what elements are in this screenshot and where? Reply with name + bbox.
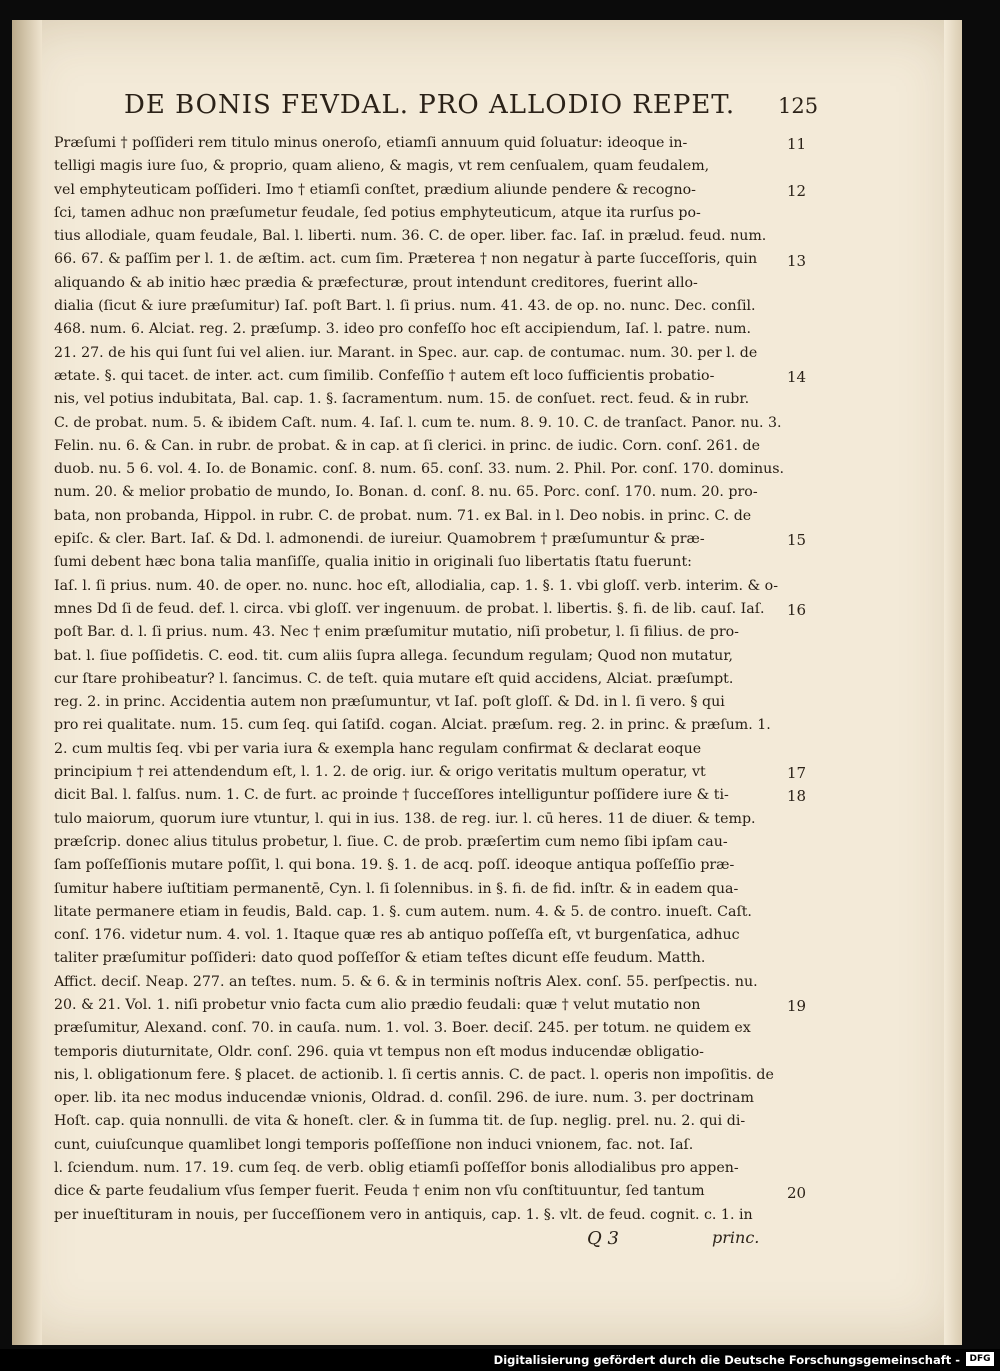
text-line: dialia (ſicut & iure præſumitur) Iaſ. poſt Bart. l. ſi prius. num. 41. 43. de op. no. nunc. Dec. conſil. [54, 298, 756, 315]
text-line: tulo maiorum, quorum iure vtuntur, l. qui in ius. 138. de reg. iur. l. cū heres. 11 de diuer. & temp. [54, 810, 756, 827]
text-line: ſam poſſeſſionis mutare poſſit, l. qui bona. 19. §. 1. de acq. poſſ. ideoque antiqua poſſeſſio præ- [54, 857, 735, 874]
page-edge [944, 20, 962, 1345]
text-line: per inueſtituram in nouis, per ſucceſſionem vero in antiquis, cap. 1. §. vlt. de feud. cognit. c. 1. in [54, 1206, 753, 1223]
text-line: ſumitur habere iuſtitiam permanentē, Cyn. l. ſi ſolennibus. in §. fi. de fid. inſtr. & in eadem qua- [54, 880, 739, 897]
text-line: nis, vel potius indubitata, Bal. cap. 1. §. ſacramentum. num. 15. de conſuet. rect. feud. & in rubr. [54, 391, 750, 408]
marginal-note-number: 11 [787, 135, 807, 153]
catchword: princ. [712, 1228, 760, 1247]
text-line: num. 20. & melior probatio de mundo, Io. Bonan. d. conſ. 8. nu. 65. Porc. conſ. 170. num. 20. pro- [54, 484, 758, 501]
text-line: dicit Bal. l. falſus. num. 1. C. de furt. ac proinde † ſucceſſores intelliguntur poſſidere iure & ti- [54, 787, 729, 804]
text-line: epiſc. & cler. Bart. Iaſ. & Dd. l. admonendi. de iureiur. Quamobrem † præſumuntur & præ- [54, 531, 705, 548]
text-line: ſci, tamen adhuc non præſumetur feudale, ſed potius emphyteuticum, atque ita rurſus po- [54, 204, 701, 221]
dfg-logo: DFG [966, 1352, 994, 1366]
text-line: principium † rei attendendum eſt, l. 1. 2. de orig. iur. & origo veritatis multum operatur, vt [54, 764, 706, 781]
text-line: præſumitur, Alexand. conſ. 70. in cauſa. num. 1. vol. 3. Boer. deciſ. 245. per totum. ne quidem ex [54, 1020, 751, 1037]
text-line: tius allodiale, quam feudale, Bal. l. liberti. num. 36. C. de oper. liber. fac. Iaſ. in prælud. feud. num. [54, 228, 767, 245]
marginal-note-number: 14 [787, 368, 807, 386]
marginal-note-number: 17 [787, 764, 807, 783]
running-head: DE BONIS FEVDAL. PRO ALLODIO REPET. [124, 90, 736, 120]
funding-credit: Digitalisierung gefördert durch die Deutsche Forschungsgemeinschaft - [493, 1353, 960, 1367]
text-line: dice & parte feudalium vſus ſemper fuerit. Feuda † enim non vſu conſtituuntur, ſed tantum [54, 1183, 705, 1200]
text-line: taliter præſumitur poſſideri: dato quod poſſeſſor & etiam teſtes dicunt eſſe feudum. Matth. [54, 950, 706, 967]
marginal-note-number: 16 [787, 601, 807, 619]
text-line: 20. & 21. Vol. 1. niſi probetur vnio facta cum alio prædio feudali: quæ † velut mutatio non [54, 996, 701, 1013]
text-line: vel emphyteuticam poſſideri. Imo † etiamſi conſtet, prædium aliunde pendere & recogno- [54, 181, 696, 198]
marginal-note-number: 12 [787, 181, 807, 200]
text-line: conſ. 176. videtur num. 4. vol. 1. Itaque quæ res ab antiquo poſſeſſa eſt, vt burgenſatica, adhuc [54, 927, 740, 944]
body-text [54, 132, 824, 1227]
text-line: oper. lib. ita nec modus inducendæ vnionis, Oldrad. d. conſil. 296. de iure. num. 3. per doctrinam [54, 1090, 754, 1107]
text-line: reg. 2. in princ. Accidentia autem non præſumuntur, vt Iaſ. poſt gloſſ. & Dd. in l. ſi vero. § qui [54, 694, 725, 711]
text-line: Affict. deciſ. Neap. 277. an teſtes. num. 5. & 6. & in terminis noſtris Alex. conſ. 55. perſpectis. nu. [54, 973, 758, 990]
text-line: Iaſ. l. ſi prius. num. 40. de oper. no. nunc. hoc eſt, allodialia, cap. 1. §. 1. vbi gloſſ. verb. interim. & o- [54, 577, 779, 594]
text-line: telligi magis iure ſuo, & proprio, quam alieno, & magis, vt rem cenſualem, quam feudalem, [54, 158, 710, 175]
marginal-note-number: 20 [787, 1183, 807, 1202]
marginal-note-number: 19 [787, 997, 807, 1016]
text-line: temporis diuturnitate, Oldr. conſ. 296. quia vt tempus non eſt modus inducendæ obligatio- [54, 1043, 704, 1060]
page-gutter [12, 20, 42, 1345]
marginal-note-number: 15 [787, 531, 807, 550]
text-line: Præſumi † poſſideri rem titulo minus oneroſo, etiamſi annuum quid ſoluatur: ideoque in- [54, 135, 688, 151]
text-line: Hoſt. cap. quia nonnulli. de vita & honeſt. cler. & in ſumma tit. de ſup. neglig. prel. nu. 2. qui di- [54, 1113, 746, 1130]
text-line: pro rei qualitate. num. 15. cum ſeq. qui ſatiſd. cogan. Alciat. præſum. reg. 2. in princ. & præſum. 1. [54, 717, 771, 734]
marginal-note-number: 18 [787, 787, 807, 806]
book-page [12, 20, 962, 1345]
text-line: aliquando & ab initio hæc prædia & præfecturæ, prout intendunt creditores, fuerint allo- [54, 274, 698, 291]
text-line: duob. nu. 5 6. vol. 4. Io. de Bonamic. conſ. 8. num. 65. conſ. 33. num. 2. Phil. Por. conſ. 170. dominus. [54, 461, 785, 478]
text-line: Felin. nu. 6. & Can. in rubr. de probat. & in cap. at ſi clerici. in princ. de iudic. Corn. conſ. 261. de [54, 437, 760, 454]
text-line: 21. 27. de his qui ſunt ſui vel alien. iur. Marant. in Spec. aur. cap. de contumac. num. 30. per l. de [54, 344, 758, 361]
marginal-note-number: 13 [787, 251, 807, 270]
text-line: cur ſtare prohibeatur? l. ſancimus. C. de teſt. quia mutare eſt quid accidens, Alciat. præſumpt. [54, 670, 734, 687]
text-line: litate permanere etiam in feudis, Bald. cap. 1. §. cum autem. num. 4. & 5. de contro. inueſt. Caſt. [54, 903, 752, 920]
text-line: poſt Bar. d. l. ſi prius. num. 43. Nec † enim præſumitur mutatio, niſi probetur, l. ſi filius. de pro- [54, 624, 739, 641]
text-line: bata, non probanda, Hippol. in rubr. C. de probat. num. 71. ex Bal. in l. Deo nobis. in princ. C. de [54, 507, 752, 524]
signature-mark: Q 3 [587, 1228, 619, 1249]
text-line: mnes Dd ſi de feud. def. l. circa. vbi gloſſ. ver ingenuum. de probat. l. libertis. §. fi. de lib. cauſ. Iaſ. [54, 600, 765, 617]
text-line: C. de probat. num. 5. & ibidem Caſt. num. 4. Iaſ. l. cum te. num. 8. 9. 10. C. de tranſact. Panor. nu. 3. [54, 414, 782, 431]
text-line: præſcrip. donec alius titulus probetur, l. ſiue. C. de prob. præſertim cum nemo ſibi ipſam cau- [54, 833, 728, 850]
text-line: cunt, cuiuſcunque quamlibet longi temporis poſſeſſione non induci vnionem, fac. not. Iaſ. [54, 1136, 694, 1153]
text-line: 2. cum multis ſeq. vbi per varia iura & exempla hanc regulam confirmat & declarat eoque [54, 740, 702, 757]
text-line: 468. num. 6. Alciat. reg. 2. præſump. 3. ideo pro confeſſo hoc eſt accipiendum, Iaſ. l. patre. num. [54, 321, 751, 338]
text-line: ætate. §. qui tacet. de inter. act. cum ſimilib. Confeſſio † autem eſt loco ſufficientis probatio- [54, 367, 715, 384]
footer-bar [0, 1349, 1000, 1371]
text-line: l. ſciendum. num. 17. 19. cum ſeq. de verb. oblig etiamſi poſſeſſor bonis allodialibus pro appen- [54, 1160, 739, 1177]
text-line: 66. 67. & paſſim per l. 1. de æſtim. act. cum ſim. Præterea † non negatur à parte ſucceſſoris, quin [54, 251, 758, 268]
text-line: ſumi debent hæc bona talia manſiſſe, qualia initio in originali ſuo libertatis ſtatu fuerunt: [54, 554, 692, 571]
page-number: 125 [778, 94, 819, 118]
text-line: nis, l. obligationum fere. § placet. de actionib. l. ſi certis annis. C. de pact. l. operis non impoſitis. de [54, 1066, 774, 1083]
text-line: bat. l. ſiue poſſidetis. C. eod. tit. cum aliis ſupra allega. ſecundum regulam; Quod non mutatur, [54, 647, 734, 664]
